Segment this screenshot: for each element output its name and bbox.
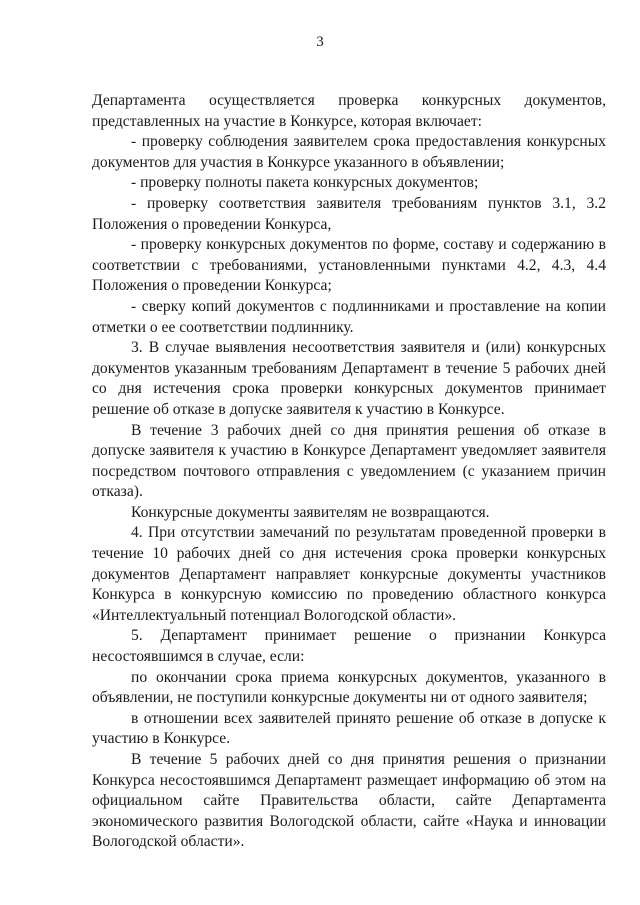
paragraph-clause-3: 3. В случае выявления несоответствия заявителя и (или) конкурсных документов указанным требованиям Департамент в течение 5 рабочих дней со дня истечения срока проверки конкурсных документов принимает решение об отказе в допуске заявителя к участию в Конкурсе.: [92, 339, 606, 418]
list-item-all-refused: в отношении всех заявителей принято решение об отказе в допуске к участию в Конкурсе.: [92, 709, 606, 748]
paragraph-clause-5: 5. Департамент принимает решение о признании Конкурса несостоявшимся в случае, если:: [92, 627, 606, 666]
paragraph-publication: В течение 5 рабочих дней со дня принятия решения о признании Конкурса несостоявшимся Департамент размещает информацию об этом на официальном сайте Правительства области, сайте Департамента экономического развития Вологодской области, сайте «Наука и инновации Вологодской области».: [92, 751, 606, 851]
list-item-no-documents: по окончании срока приема конкурсных документов, указанного в объявлении, не поступили конкурсные документы ни от одного заявителя;: [92, 668, 606, 707]
list-item-deadline-check: - проверку соблюдения заявителем срока предоставления конкурсных документов для участия в Конкурсе указанного в объявлении;: [92, 133, 606, 171]
list-item-completeness-check: - проверку полноты пакета конкурсных документов;: [131, 174, 479, 192]
paragraph-documents-not-returned: Конкурсные документы заявителям не возвращаются.: [131, 503, 490, 521]
document-body: [92, 91, 606, 853]
paragraph-clause-4: 4. При отсутствии замечаний по результатам проведенной проверки в течение 10 рабочих дней со дня истечения срока проверки конкурсных документов Департамент направляет конкурсные документы участников Конкурса в конкурсную комиссию по проведению областного конкурса «Интеллектуальный потенциал Вологодской области».: [92, 524, 606, 624]
paragraph-intro: Департамента осуществляется проверка конкурсных документов, представленных на участие в Конкурсе, которая включает:: [92, 92, 606, 130]
list-item-requirements-check: - проверку соответствия заявителя требованиям пунктов 3.1, 3.2 Положения о проведении Конкурса,: [92, 194, 606, 233]
paragraph-notification: В течение 3 рабочих дней со дня принятия решения об отказе в допуске заявителя к участию в Конкурсе Департамент уведомляет заявителя посредством почтового отправления с уведомлением (с указанием причин отказа).: [92, 421, 606, 501]
list-item-copy-verification: - сверку копий документов с подлинниками и проставление на копии отметки о ее соответствии подлиннику.: [92, 297, 606, 336]
page-number: 3: [316, 34, 324, 50]
list-item-form-check: - проверку конкурсных документов по форме, составу и содержанию в соответствии с требованиями, установленными пунктами 4.2, 4.3, 4.4 Положения о проведении Конкурса;: [92, 236, 606, 295]
